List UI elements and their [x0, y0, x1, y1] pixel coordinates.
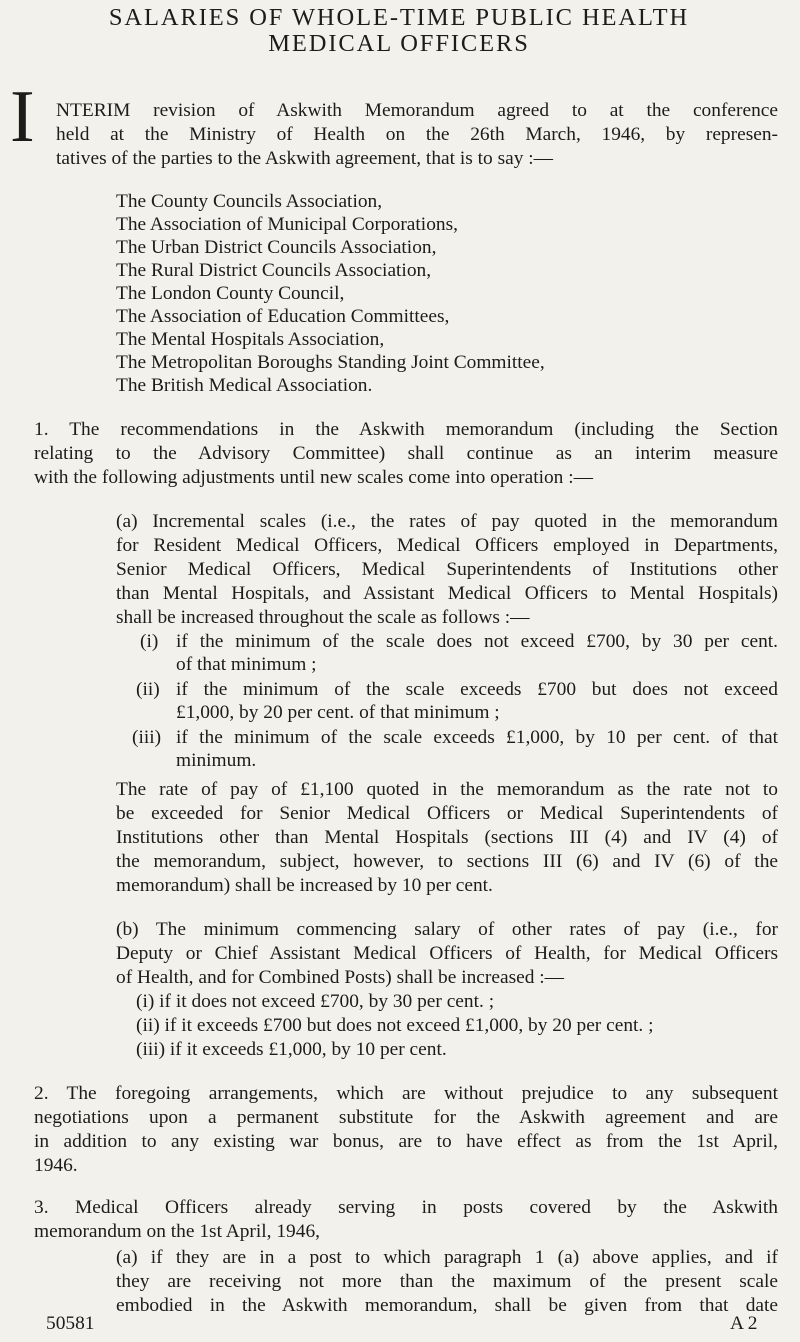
para1a-after-line: The rate of pay of £1,100 quoted in the memorandum as the rate not to: [116, 779, 778, 800]
para1a-line: than Mental Hospitals, and Assistant Medical Officers to Mental Hospitals): [116, 583, 778, 604]
para1a-after-line: the memorandum, subject, however, to sections III (6) and IV (6) of the: [116, 851, 778, 872]
para3-line: memorandum on the 1st April, 1946,: [34, 1221, 320, 1242]
para1b-line: of Health, and for Combined Posts) shall be increased :—: [116, 967, 565, 988]
party-item: The Urban District Councils Association,: [116, 237, 437, 258]
party-item: The British Medical Association.: [116, 375, 373, 396]
para1b-item: (ii) if it exceeds £700 but does not exceed £1,000, by 20 per cent. ;: [136, 1015, 654, 1036]
para1a-after-line: Institutions other than Mental Hospitals (sections III (4) and IV (4) of: [116, 827, 778, 848]
party-item: The County Councils Association,: [116, 191, 383, 212]
para2-line: 1946.: [34, 1155, 78, 1176]
para3-line: 3. Medical Officers already serving in posts covered by the Askwith: [34, 1197, 778, 1218]
party-item: The Rural District Councils Association,: [116, 260, 432, 281]
para1b-line: Deputy or Chief Assistant Medical Officers of Health, for Medical Officers: [116, 943, 778, 964]
item-line: if the minimum of the scale exceeds £1,000, by 10 per cent. of that: [176, 727, 778, 748]
item-number: (i): [140, 631, 159, 652]
para3a-line: (a) if they are in a post to which paragraph 1 (a) above applies, and if: [116, 1247, 778, 1268]
para1a-line: (a) Incremental scales (i.e., the rates of pay quoted in the memorandum: [116, 511, 778, 532]
para1a-line: Senior Medical Officers, Medical Superintendents of Institutions other: [116, 559, 778, 580]
item-line: £1,000, by 20 per cent. of that minimum ;: [176, 702, 500, 723]
para1-line: relating to the Advisory Committee) shall continue as an interim measure: [34, 443, 778, 464]
item-number: (iii): [132, 727, 162, 748]
para1a-after-line: memorandum) shall be increased by 10 per cent.: [116, 875, 493, 896]
party-item: The London County Council,: [116, 283, 345, 304]
intro-line: tatives of the parties to the Askwith agreement, that is to say :—: [56, 148, 554, 169]
footer-signature: A 2: [730, 1313, 758, 1334]
item-line: if the minimum of the scale exceeds £700 but does not exceed: [176, 679, 778, 700]
page-title: SALARIES OF WHOLE-TIME PUBLIC HEALTH: [108, 4, 690, 31]
para2-line: 2. The foregoing arrangements, which are without prejudice to any subsequent: [34, 1083, 778, 1104]
para2-line: negotiations upon a permanent substitute for the Askwith agreement and are: [34, 1107, 778, 1128]
intro-line: NTERIM revision of Askwith Memorandum agreed to at the conference: [56, 100, 778, 121]
para1a-line: for Resident Medical Officers, Medical Officers employed in Departments,: [116, 535, 778, 556]
party-item: The Association of Education Committees,: [116, 306, 450, 327]
intro-line: held at the Ministry of Health on the 26th March, 1946, by represen-: [56, 124, 778, 145]
para2-line: in addition to any existing war bonus, are to have effect as from the 1st April,: [34, 1131, 778, 1152]
para1a-line: shall be increased throughout the scale as follows :—: [116, 607, 530, 628]
footer-code: 50581: [46, 1313, 95, 1334]
page-subtitle: MEDICAL OFFICERS: [268, 30, 530, 57]
para1b-item: (i) if it does not exceed £700, by 30 per cent. ;: [136, 991, 495, 1012]
item-number: (ii): [136, 679, 160, 700]
para1-line: with the following adjustments until new scales come into operation :—: [34, 467, 593, 488]
item-line: of that minimum ;: [176, 654, 317, 675]
para3a-line: they are receiving not more than the maximum of the present scale: [116, 1271, 778, 1292]
party-item: The Association of Municipal Corporations,: [116, 214, 458, 235]
item-line: minimum.: [176, 750, 257, 771]
para3a-line: embodied in the Askwith memorandum, shall be given from that date: [116, 1295, 778, 1316]
drop-cap: I: [10, 76, 35, 158]
para1a-after-line: be exceeded for Senior Medical Officers or Medical Superintendents of: [116, 803, 778, 824]
party-item: The Metropolitan Boroughs Standing Joint Committee,: [116, 352, 545, 373]
item-line: if the minimum of the scale does not exceed £700, by 30 per cent.: [176, 631, 778, 652]
para1b-item: (iii) if it exceeds £1,000, by 10 per cent.: [136, 1039, 447, 1060]
party-item: The Mental Hospitals Association,: [116, 329, 385, 350]
para1-line: 1. The recommendations in the Askwith memorandum (including the Section: [34, 419, 778, 440]
para1b-line: (b) The minimum commencing salary of other rates of pay (i.e., for: [116, 919, 778, 940]
